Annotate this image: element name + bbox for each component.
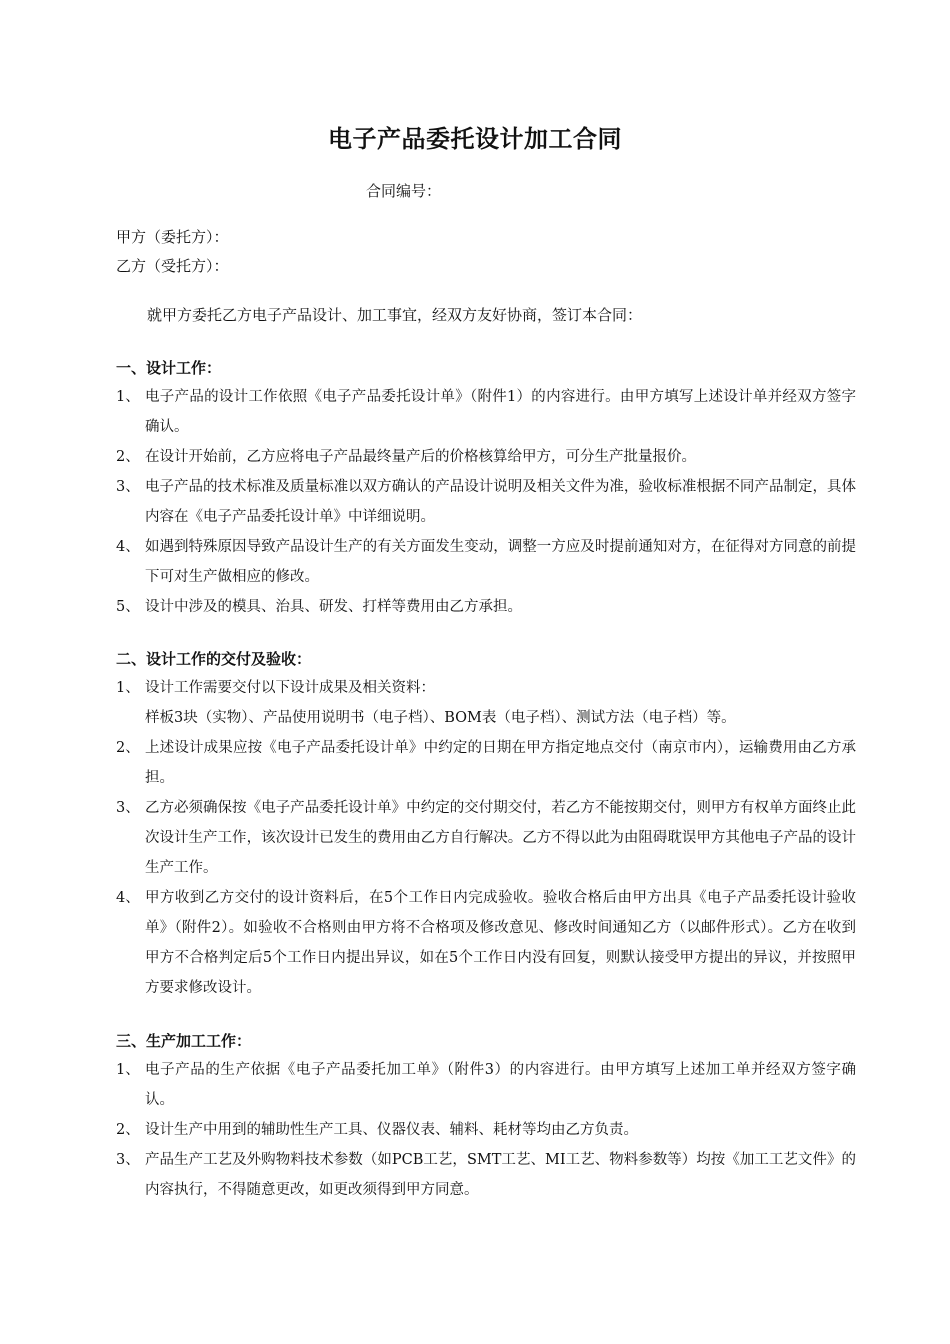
item-text: 产品生产工艺及外购物料技术参数（如PCB工艺，SMT工艺、MI工艺、物料参数等）均按《加工工艺文件》的内容执行，不得随意更改，如更改须得到甲方同意。 (145, 1152, 856, 1198)
party-b-label: 乙方（受托方）： (116, 257, 229, 275)
list-item (116, 532, 856, 592)
item-text: 电子产品的生产依据《电子产品委托加工单》（附件3）的内容进行。由甲方填写上述加工单并经双方签字确认。 (145, 1062, 856, 1108)
item-number: 4、 (116, 890, 140, 906)
item-number: 1、 (116, 1062, 140, 1078)
page-title: 电子产品委托设计加工合同 (328, 125, 622, 153)
section-design-work (116, 354, 856, 622)
section-title: 二、设计工作的交付及验收： (116, 650, 312, 668)
list-item (116, 1055, 856, 1115)
item-text: 甲方收到乙方交付的设计资料后，在5个工作日内完成验收。验收合格后由甲方出具《电子产品委托设计验收单》（附件2）。如验收不合格则由甲方将不合格项及修改意见、修改时间通知乙方（以邮件形式）。乙方在收到甲方不合格判定后5个工作日内提出异议，如在5个工作日内没有回复，则默认接受甲方提出的异议，并按照甲方要求修改设计。 (145, 890, 856, 996)
item-text: 上述设计成果应按《电子产品委托设计单》中约定的日期在甲方指定地点交付（南京市内），运输费用由乙方承担。 (145, 740, 856, 786)
list-item (116, 733, 856, 793)
list-item (116, 1145, 856, 1205)
item-text: 在设计开始前，乙方应将电子产品最终量产后的价格核算给甲方，可分生产批量报价。 (145, 449, 696, 465)
item-text: 设计生产中用到的辅助性生产工具、仪器仪表、辅料、耗材等均由乙方负责。 (145, 1122, 638, 1138)
list-item (116, 793, 856, 883)
item-text: 电子产品的技术标准及质量标准以双方确认的产品设计说明及相关文件为准，验收标准根据不同产品制定，具体内容在《电子产品委托设计单》中详细说明。 (145, 479, 856, 525)
item-text: 设计中涉及的模具、治具、研发、打样等费用由乙方承担。 (145, 599, 522, 615)
list-item (116, 592, 856, 622)
list-item (116, 673, 856, 703)
item-number: 2、 (116, 740, 140, 756)
item-number: 1、 (116, 680, 140, 696)
section-title: 一、设计工作： (116, 359, 222, 377)
item-text: 乙方必须确保按《电子产品委托设计单》中约定的交付期交付，若乙方不能按期交付，则甲方有权单方面终止此次设计生产工作，该次设计已发生的费用由乙方自行解决。乙方不得以此为由阻碍耽误甲方其他电子产品的设计生产工作。 (145, 800, 856, 876)
item-number: 2、 (116, 449, 140, 465)
list-item (116, 1115, 856, 1145)
item-number: 3、 (116, 479, 140, 495)
list-item (116, 382, 856, 442)
item-number: 3、 (116, 1152, 140, 1168)
section-delivery-acceptance (116, 645, 856, 1003)
section-production (116, 1027, 856, 1205)
deliverables-list: 样板3块（实物）、产品使用说明书（电子档）、BOM表（电子档）、测试方法（电子档）等。 (145, 710, 736, 726)
intro-paragraph: 就甲方委托乙方电子产品设计、加工事宜，经双方友好协商，签订本合同： (147, 306, 643, 324)
item-number: 5、 (116, 599, 140, 615)
item-number: 2、 (116, 1122, 140, 1138)
list-item (116, 472, 856, 532)
item-number: 3、 (116, 800, 140, 816)
item-text: 如遇到特殊原因导致产品设计生产的有关方面发生变动，调整一方应及时提前通知对方，在征得对方同意的前提下可对生产做相应的修改。 (145, 539, 856, 585)
party-a-label: 甲方（委托方）： (116, 228, 229, 246)
contract-number-label: 合同编号： (366, 182, 442, 200)
item-number: 1、 (116, 389, 140, 405)
list-item (116, 883, 856, 1003)
item-number: 4、 (116, 539, 140, 555)
item-text: 设计工作需要交付以下设计成果及相关资料： (145, 680, 435, 696)
list-item (116, 442, 856, 472)
section-title: 三、生产加工工作： (116, 1032, 252, 1050)
item-text: 电子产品的设计工作依照《电子产品委托设计单》（附件1）的内容进行。由甲方填写上述设计单并经双方签字确认。 (145, 389, 856, 435)
